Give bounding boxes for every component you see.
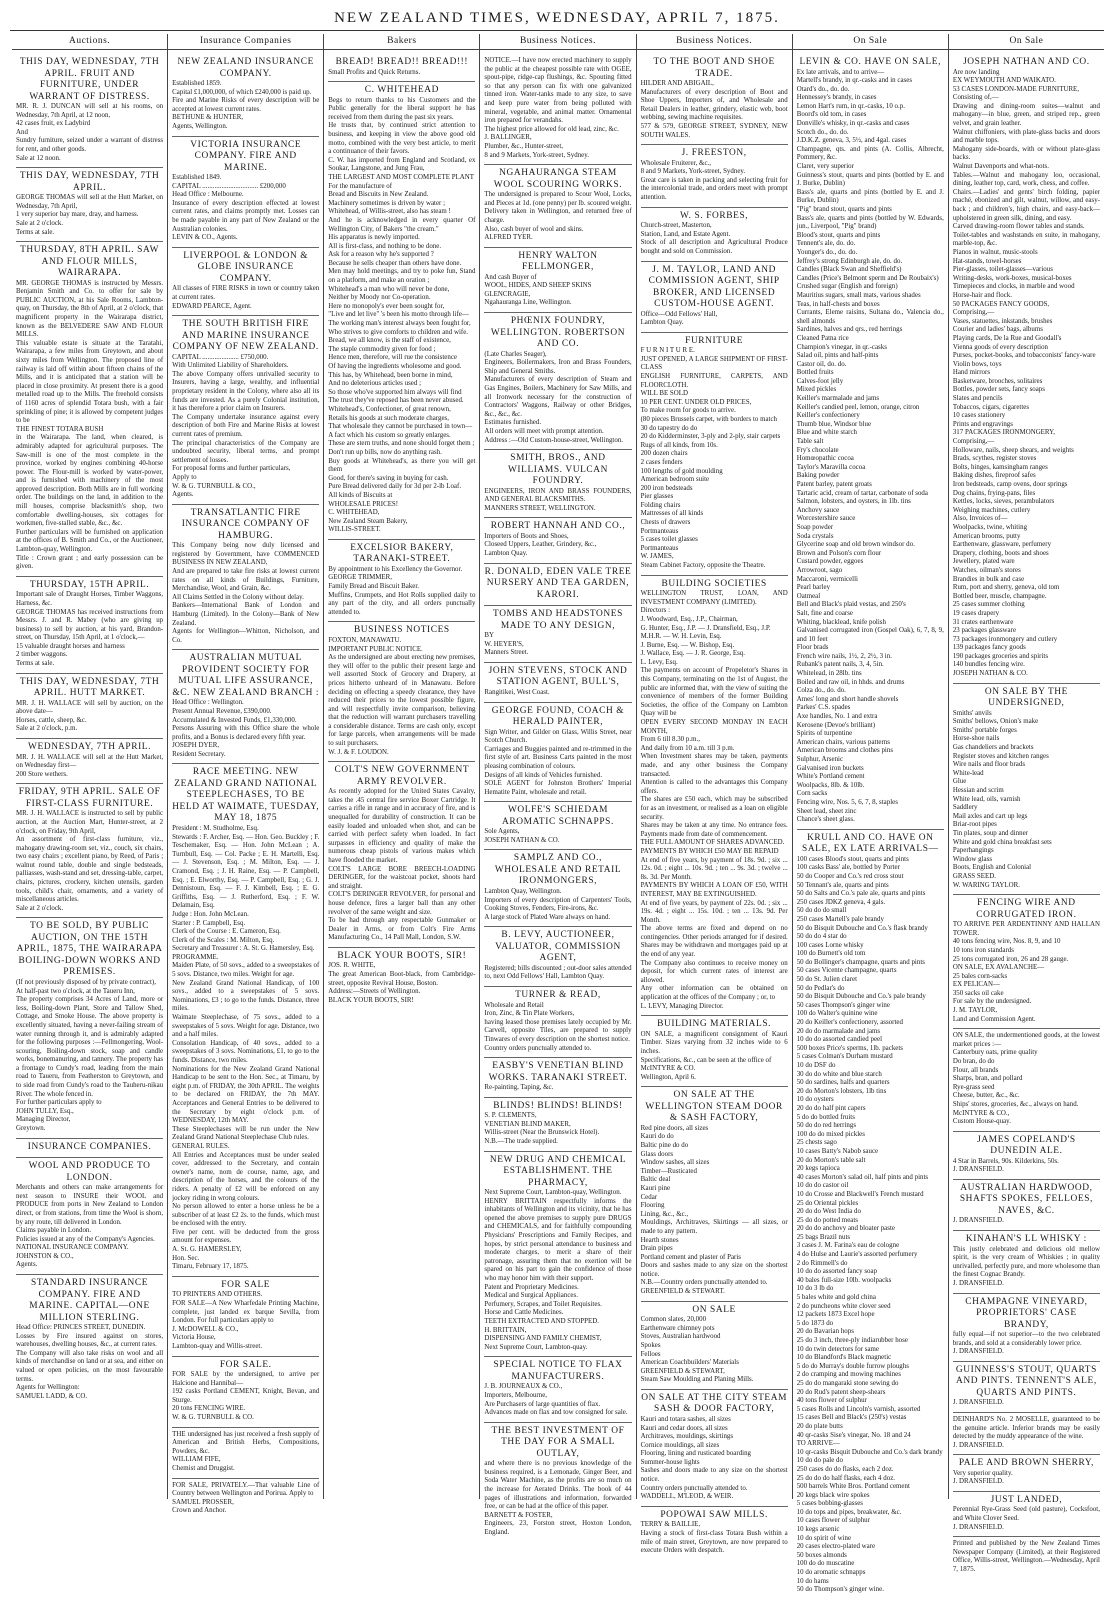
advertisement xyxy=(484,1357,631,1422)
ad-heading: SMITH, BROS., AND WILLIAMS. VULCAN FOUNDRY. xyxy=(507,453,609,487)
advertisement xyxy=(16,739,163,784)
advertisement xyxy=(484,450,631,518)
ad-heading: GEORGE FOUND, COACH & HERALD PAINTER, xyxy=(491,705,625,728)
advertisement xyxy=(641,333,788,576)
ad-body: 4 Star in Barrels, 90s. Kilderkins, 50s. J. DRANSFIELD. xyxy=(952,1157,1059,1174)
ad-heading: ON SALE BY THE UNDERSIGNED, xyxy=(984,686,1068,709)
advertisement xyxy=(953,1180,1100,1231)
ad-body: MR. J. H. WALLACE is instructed to sell by public auction, at the Auction Mart, Hunter-street, at 2 o'clock, on Friday, 9th April, An assortment of first-class furniture, viz., mahogany drawing-room set, viz., couch, six chairs, two easy chairs ; excellent piano, by Reed, of Paris ; walnut round table, double and single bedsteads, palliasses, wash-stand and set, dressing-table, carpet, chairs, pictures, crockery, kitchen utensils, garden tools, child's chair, ornaments, and a variety of miscellaneous articles. Sale at 2 o'clock. xyxy=(16,810,164,912)
ad-body: Re-painting, Taping, &c. xyxy=(484,1084,554,1092)
advertisement xyxy=(797,54,944,830)
ad-heading: WOOL AND PRODUCE TO LONDON. xyxy=(28,1161,151,1183)
column-6 xyxy=(793,34,949,1594)
ad-heading: LEVIN & CO. HAVE ON SALE, xyxy=(799,57,942,67)
ad-body: CAPITAL ..................... £750,000. With Unlimited Liability of Shareholders. The above Company offers unrivalled security to Insurers, having a large, wealthy, and influential proprietary resident in the Colony, where also all its funds are invested. As a purely Colonial institution, it has therefore a prior claim on Insurers. The Company undertake insurance against every description of both Fire and Marine Risks at lowest current rates of premium. The principal characteristics of the Company are undoubted security, liberal terms, and prompt settlement of losses. For proposal forms and further particulars, Apply to W. & G. TURNBULL & CO., Agents. xyxy=(172,353,320,499)
ad-body: All classes of FIRE RISKS in town or country taken at current rates. EDWARD PEARCE, Agent. xyxy=(172,285,320,310)
ad-body: JOS. R. WHITE, The great American Boot-black, from Cambridge-street, opposite Revival House, Boston. Address:—Streets of Wellington. BLACK YOUR BOOTS, SIR! xyxy=(328,962,476,1004)
ad-heading: SAMPLZ AND CO., WHOLESALE AND RETAIL IRONMONGERS, xyxy=(494,853,622,887)
ad-body: As recently adopted for the United States Cavalry, takes the .45 central fire service Boxer Cartridge. It carries a rifle in range and in accuracy of fire, and is unequalled for durability of construction. It can be easily loaded and unloaded when shot, and can be carried with perfect safety when loaded. In fact surpasses in efficiency and quality of make the numerous cheap pistols of various makes which have flooded the market. COLT'S LARGE BORE BREECH-LOADING DERINGER, for the waistcoat pocket, shoots hard and straight. COLT'S DERINGER REVOLVER, for personal and house defence, fires a larger ball than any other revolver of the same weight and size. To be had through any respectable Gunmaker or Dealer in Arms, or from Colt's Fire Arms Manufacturing Co., 14 Pall Mall, London, S.W. xyxy=(328,788,476,942)
ad-body: S. P. CLEMENTS, VENETIAN BLIND MAKER, Willis-street (Near the Brunswick Hotel). N.B.—The trade supplied. xyxy=(484,1112,600,1145)
ad-heading: TO THE BOOT AND SHOE TRADE. xyxy=(653,57,775,79)
ad-body: Church-street, Masterton, Station, Land, and Estate Agent. Stock of all description and Agricultural Produce bought and sold on Commission. xyxy=(640,222,788,255)
ad-body: FOXTON, MANAWATU. IMPORTANT PUBLIC NOTICE. As the undersigned are about erecting new premises, they will offer to the public their present large and well assorted Stock of Grocery and Drapery, at prices hitherto unheard of in Manawatu. Before deciding on effecting a speedy clearance, they have reduced their prices to the lowest possible figure, and will respectfully invite comparison, believing that the reduction will warrant purchasers travelling a considerable distance. Terms are cash only, except for large parcels, when arrangements will be made to suit purchasers. W. J. & F. LOUDON. xyxy=(328,636,476,756)
advertisement xyxy=(641,145,788,207)
ad-body: Are now landing EX WEYMOUTH AND WAIKATO. 53 CASES LONDON-MADE FURNITURE, Consisting of,— Drawing and dining-room suites—walnut and mahogany—in blue, green, and striped rep., green velvet, and grain leather. Walnut chiffoniers, with plate-glass backs and doors and marble tops. Mahogany side-boards, with or without plate-glass backs. Walnut Davenports and what-nots. Tables.—Walnut and mahogany loo, occasional, dining, leather top, card, work, chess, and coffee. Chairs.—Ladies' and gents' birch folding, papier maché, ebonized and gilt, walnut, willow, and easy-back ; and children's, high chairs, and easy-back—upholstered in green silk, dining, and easy. Carved drawing-room flower tables and stands. Toilet-tables and washstands en suite, in mahogany, marble-top, &c. Pianos in walnut, music-stools Hat-stands, towel-horses Pier-glasses, toilet-glasses—various Writing-desks, work-boxes, musical-boxes Timepieces and clocks, in marble and wood Horse-hair and flock. 50 PACKAGES FANCY GOODS, Comprising,— Vases, statuettes, inkstands, brushes Courier and ladies' bags, albums Playing cards, De la Rue and Goodall's Vienna goods of every description Purses, pocket-books, and tobacconists' fancy-ware Violin bows, toys Hand mirrors Basketware, brooches, solitaires Bottles, powder sets, fancy soaps Slates and pencils Tobaccos, cigars, cigarettes 10 cases stationery Prints and engravings 317 PACKAGES IRONMONGERY, Comprising,— Holloware, nails, sheep shears, and weights Brads, scythes, register stoves Bolts, hinges, kamsingham ranges Baking dishes, fireproof safes Iron bedsteads, camp ovens, door springs Dog chains, frying-pans, files Kettles, locks, sieves, perambulators Weighing machines, cutlery Also, Invoices of— Woolpacks, twine, whiting American brooms, putty Earthenware, glassware, perfumery Drapery, clothing, boots and shoes Jewellery, plated ware Watches, oilman's stores Brandies in bulk and case Rum, port and sherry, geneva, old tom Bottled beer, muscle, champagne. 25 cases summer clothing 19 cases drapery 31 crates earthenware 23 packages glassware 73 packages ironmongery and cutlery 139 packages fancy goods 190 packages groceries and spirits 140 bundles fencing wire. JOSEPH NATHAN & CO. xyxy=(952,68,1100,678)
advertisement xyxy=(172,248,319,316)
ad-body: F U R N I T U R E. JUST OPENED, A LARGE SHIPMENT OF FIRST-CLASS ENGLISH FURNITURE, CARPETS, AND FLOORCLOTH. WILL BE SOLD 10 PER CENT. UNDER OLD PRICES, To make room for goods to arrive. (80 pieces Brussels carpet, with borders to match 30 do tapestry do do 20 do Kidderminster, 3-ply and 2-ply, stair carpets Rugs of all kinds, from 10s. 200 dozen chairs 2 cases fenders 100 lengths of gold moulding American bedroom suite 200 iron bedsteads Pier glasses Folding chairs Mattresses of all kinds Chests of drawers Portmanteaus 5 cases toilet glasses Portmanteaus W. JAMES, Steam Cabinet Factory, opposite the Theatre. xyxy=(640,347,788,570)
advertisement xyxy=(172,1357,319,1428)
ad-body: Head Office : Wellington. Present Annual Revenue, £390,000. Accumulated & Invested Funds, £1,330,000. Persons Assuring with this Office share the whole profits, and a Bonus is declared every fifth year. JOSEPH DYER, Resident Secretary. xyxy=(172,699,320,758)
advertisement xyxy=(172,764,319,1276)
advertisement xyxy=(484,606,631,663)
ad-heading: ROBERT HANNAH AND CO., xyxy=(490,521,626,532)
ad-body: Very superior quality. J. DRANSFIELD. xyxy=(952,1469,1013,1486)
ad-heading: BLINDS! BLINDS! BLINDS! xyxy=(493,1100,623,1111)
advertisement xyxy=(16,1275,163,1405)
advertisement xyxy=(484,313,631,450)
ad-body: The undersigned is prepared to Scour Wool, Locks, and Pieces at 1d. (one penny) per lb. scoured weight. Delivery taken in Wellington, and returned free of charge. Also, cash buyer of wool and skins. ALFRED TYER. xyxy=(484,191,632,242)
column-heading: Business Notices. xyxy=(637,34,792,50)
advertisement xyxy=(484,850,631,927)
advertisement xyxy=(16,242,163,577)
advertisement xyxy=(484,663,631,703)
ad-heading: THIS DAY, WEDNESDAY, 7TH APRIL. HUTT MARKET. xyxy=(19,676,160,699)
ad-heading: SPECIAL NOTICE TO FLAX MANUFACTURERS. xyxy=(493,1360,623,1382)
ad-body: This Company being now duly licensed and registered by Government, have COMMENCED BUSINESS IN NEW ZEALAND, And are prepared to take fire risks at lowest current rates on all kinds of Buildings, Furniture, Merchandise, Wool, and Grain, &c. All Claims Settled in the Colony without delay. Bankers—International Bank of London and Hamburg (Limited). In the Colony—Bank of New Zealand. Agents for Wellington—Whitton, Nicholson, and Co. xyxy=(172,542,320,644)
column-4 xyxy=(480,34,636,1536)
advertisement xyxy=(328,82,475,540)
ad-heading: TRANSATLANTIC FIRE INSURANCE COMPANY OF HAMBURG. xyxy=(181,507,310,541)
ad-body: ENGINEERS, IRON AND BRASS FOUNDERS, AND GENERAL BLACKSMITHS. MANNERS STREET, WELLINGTON. xyxy=(484,487,632,512)
ad-heading: J. FREESTON, xyxy=(681,148,747,159)
advertisement xyxy=(641,1507,788,1560)
advertisement xyxy=(484,703,631,803)
ad-heading: J. M. TAYLOR, LAND AND COMMISSION AGENT, SHIP BROKER, AND LICENSED CUSTOM-HOUSE AGENT. xyxy=(648,264,780,309)
advertisement xyxy=(641,1016,788,1087)
masthead-title: NEW ZEALAND TIMES, WEDNESDAY, APRIL 7, 1875. xyxy=(334,10,780,26)
ad-body: Merchants and others can make arrangements for next season to INSURE their WOOL and PRODUCE from ports in New Zealand to London direct, or from stations, from time the Wool is shorn, by any route, till delivered in London. Claims payable in London. Policies issued at any of the Company's Agencies. NATIONAL INSURANCE COMPANY. JOHNSTON & CO., Agents. xyxy=(16,1184,164,1269)
ad-body: Printed and published by the New Zealand Times Newspaper Company (Limited), at their Registered Office, Willis-street, Wellington.—Wednesday, April 7, 1875. xyxy=(952,1540,1100,1574)
ad-body: Sole Agents, JOSEPH NATHAN & CO. xyxy=(484,828,560,844)
ad-heading: C. WHITEHEAD xyxy=(364,85,439,96)
ad-heading: ON SALE AT THE WELLINGTON STEAM DOOR & SASH FACTORY, xyxy=(645,1090,783,1124)
advertisement xyxy=(328,540,475,623)
ad-body: Wholesale and Retail Iron, Zinc, & Tin Plate Workers, having leased those premises lately occupied by Mr. Carvell, opposite Tiles, are prepared to supply Tinwares of every description on the shortest notice. Country orders punctually attended to. xyxy=(484,1001,632,1052)
column-1 xyxy=(12,34,168,1499)
ad-heading: FENCING WIRE AND CORRUGATED IRON. xyxy=(976,898,1077,920)
ad-body: President : M. Studholme, Esq. Stewards : F. Archer, Esq. — Hon. Geo. Buckley ; F. Teschemaker, Esq. — Hon. John McLean ; A. Turnbull, Esq. — Col. Packe ; E. H. Martelli, Esq. — J. Stevenson, Esq. ; M. Milton, Esq. — J. Cramond, Esq. ; J. H. Raine, Esq. — P. Campbell, Esq. ; E. Elworthy, Esq. — P. Campbell, Esq. ; G. J. Dennistoun, Esq. — F. J. Kimbell, Esq. ; E. G. Griffiths, Esq. — J. Rutherford, Esq. ; F. W. Delamain, Esq. Judge : Hon. John McLean. Starter : P. Campbell, Esq. Clerk of the Course : E. Cameron, Esq. Clerk of the Scales : M. Milton, Esq. Secretary and Treasurer : A. St. G. Hamersley, Esq. PROGRAMME. Maiden Plate, of 50 sovs., added to a sweepstakes of 5 sovs. Distance, two miles. Weight for age. New Zealand Grand National Handicap, of 100 sovs., added to a sweepstakes of 5 sovs. Nominations, £3 ; to go to the funds. Distance, three miles. Waimate Steeplechase, of 75 sovs., added to a sweepstakes of 5 sovs. Weight for age. Distance, two and a half miles. Consolation Handicap, of 40 sovs., added to a sweepstakes of 3 sovs. Nominations, £1, to go to the funds. Distance, two miles. Nominations for the New Zealand Grand National Handicap to be sent to the Hon. Sec., at Timaru, by eight p.m. of FRIDAY, the 30th APRIL. The weights to be declared on FRIDAY, the 7th MAY. Acceptances and General Entries to be delivered to the Secretary by eight o'clock p.m. of WEDNESDAY, 12th MAY. These Steeplechases will be run under the New Zealand Grand National Steeplechase Club rules. GENERAL RULES. All Entries and Acceptances must be under sealed cover, addressed to the Secretary, and contain owner's name, nom de course, name, age, and description of the horses, and the colours of the riders. A penalty of £2 will be enforced on any jockey riding in wrong colours. No person allowed to enter a horse unless he be a subscriber of at least £2 2s. to the funds, which must be enclosed with the entry. Five per cent. will be deducted from the gross amount for expenses. A. St. G. HAMERSLEY, Hon. Sec. Timaru, February 17, 1875. xyxy=(172,824,320,1271)
ad-heading: RACE MEETING. NEW ZEALAND GRAND NATIONAL STEEPLECHASES, TO BE HELD AT WAIMATE, TUESDAY, MAY 18, 1875 xyxy=(172,767,320,824)
ad-body: Ex late arrivals, and to arrive— Martell's brandy, in qr.-casks and in cases Otard's do., do. do. Hennessey's brandy, in cases Lemon Hart's rum, in qr.-casks, 10 o.p. Boord's old tom, in cases Donville's whisky, in qr.-casks and cases Scotch do., do. do. J.D.K.Z. geneva, 3, 5½, and 4gal. cases Champagne, qts. and pints (A. Collis, Albrecht, Pommery, &c. Claret, very superior Guinness's stout, quarts and pints (bottled by E. and J. Burke, Dublin) Bass's ale, quarts and pints (bottled by E. and J. Burke, Dublin) "Pig" brand stout, quarts and pints Bass's ale, quarts and pints (bottled by W. Edwards, jun., Liverpool, "Pig" brand) Blood's stout, quarts and pints Tennent's ale, do. do. Younger's do., do. do. Jeffrey's strong Edinburgh ale, do. do. Candles (Black Swan and Sheffield's) Candles (Price's Belmont sperm and De Roubaix's) Crushed sugar (English and foreign) Mauritius sugars, small mats, various shades Teas, in half-chests and boxes Currants, Eleme raisins, Sultana do., Valencia do., shell almonds Sardines, halves and qrs., red herrings Cleaned Patna rice Champion's vinegar, in qr.-casks Salad oil, pints and half-pints Castor oil, do. do. Bottled fruits Calves-foot jelly Mixed pickles Keiller's marmalade and jams Keiller's candied peel, lemon, orange, citron Keiller's confectionery Thumb blue, Windsor blue Blue and white starch Table salt Fry's chocolate Homœopathic cocoa Taylor's Maravilla cocoa Baking powder Patent barley, patent groats Tartaric acid, cream of tartar, carbonate of soda Salmon, lobsters, and oysters, in 1lb. tins Anchovy sauce Worcestershire sauce Soap powder Soda crystals Glycerine soap and old brown windsor do. Brown and Polson's corn flour Custard powder, eggoes Arrowroot, sago Maccaroni, vermicelli Pearl barley Oatmeal Bell and Black's plaid vestas, and 250's Salt, fine and coarse Whiting, blacklead, knife polish Galvanised corrugated iron (Gospel Oak), 6, 7, 8, 9, and 10 feet Floor brads French wire nails, 1½, 2, 2½, 3 in. Rubank's patent nails, 3, 4, 5in. Whitelead, in 28lb. tins Boiled and raw oil, in hhds. and drums Colza do., do. do. Ames' long and short handle shovels Parkes' C.S. spades Axe handles, No. 1 and extra Kerosene (Devoe's brilliant) Spirits of turpentine American chairs, various patterns American brooms and clothes pins Sulphur, Arsenic Galvanised iron buckets White's Portland cement Woolpacks, 8lb. & 10lb. Corn sacks Fencing wire, Nos. 5, 6, 7, 8, staples Sheet lead, sheet zinc Chance's sheet glass. xyxy=(796,68,944,824)
advertisement xyxy=(641,54,788,145)
ad-body: THE undersigned has just received a fresh supply of American and British Herbs, Compositions, Powders, &c. WILLIAM FIFE, Chemist and Druggist. xyxy=(172,1430,320,1472)
ad-heading: POPOWAI SAW MILLS. xyxy=(660,1509,768,1520)
advertisement xyxy=(953,1413,1100,1455)
ad-heading: NEW DRUG AND CHEMICAL ESTABLISHMENT. THE PHARMACY, xyxy=(489,1154,627,1188)
ad-heading: BREAD! BREAD!! BREAD!!! xyxy=(335,57,469,67)
ad-heading: CHAMPAGNE VINEYARD, PROPRIETORS' CASE BRANDY, xyxy=(965,1296,1088,1330)
advertisement xyxy=(328,948,475,1009)
advertisement xyxy=(484,248,631,313)
column-heading: On Sale xyxy=(949,34,1104,50)
ad-body: Registered; bills discounted ; out-door sales attended to, next Odd Fellows' Hall, Lambton Quay. xyxy=(484,964,632,981)
advertisement xyxy=(484,165,631,248)
ad-body: Important sale of Draught Horses, Timber Waggons, Harness, &c. GEORGE THOMAS has received instructions from Messrs. J. and R. Mabey (who are giving up business) to sell by auction, at his yard, Brandon-street, on Thursday, 15th April, at 1 o'clock,— 15 valuable draught horses and harness 2 timber waggons. Terms at sale. xyxy=(16,591,164,668)
advertisement xyxy=(953,1029,1100,1132)
advertisement xyxy=(641,208,788,262)
advertisement xyxy=(16,577,163,674)
advertisement xyxy=(641,1390,788,1507)
ad-heading: HENRY WALTON FELLMONGER, xyxy=(518,250,598,273)
ad-heading: THE BEST INVESTMENT OF THE DAY FOR A SMALL OUTLAY, xyxy=(491,1425,625,1459)
advertisement xyxy=(641,262,788,333)
ad-heading: STANDARD INSURANCE COMPANY. FIRE AND MARINE. CAPITAL—ONE MILLION STERLING. xyxy=(29,1278,150,1323)
ad-heading: THURSDAY, 15TH APRIL. xyxy=(29,579,150,590)
advertisement xyxy=(641,576,788,1017)
advertisement xyxy=(328,622,475,762)
ad-body: J. DRANSFIELD. xyxy=(952,1217,1004,1225)
ad-body: Sign Writer, and Gilder on Glass, Willis Street, near Scotch Church. Carriages and Buggies painted and re-trimmed in the first style of art. Business Carts painted in the most pleasing combination of colours. Designs of all kinds of Vehicles furnished. SOLE AGENT for Johnston Brothers' Imperial Hematite Paint, wholesale and retail. xyxy=(484,728,632,796)
ad-heading: PALE AND BROWN SHERRY, xyxy=(958,1458,1094,1469)
advertisement xyxy=(953,1362,1100,1413)
advertisement xyxy=(953,684,1100,895)
ad-body: TERRY & BAILLIE, Having a stock of first-class Totara Bush within a mile of main street, Greytown, are now prepared to execute Orders with despatch. xyxy=(640,1521,788,1555)
column-heading: Bakers xyxy=(324,34,479,50)
ad-body: (Late Charles Seager), Engineers, Boilermakers, Iron and Brass Founders, Ship and General Smiths. Manufacturers of every description of Steam and Gas Engines, Boilers, Machinery for Saw Mills, and all Ironwork necessary for the construction of Contractors' Waggons, Railway or other Bridges, &c., &c., &c. Estimates furnished. All orders will meet with prompt attention. Address :—Old Custom-house-street, Wellington. xyxy=(484,350,632,444)
ad-heading: BUILDING SOCIETIES xyxy=(661,578,767,589)
ad-heading: AUSTRALIAN HARDWOOD, SHAFTS SPOKES, FELLOES, NAVES, &C. xyxy=(959,1182,1093,1216)
ad-body: By appointment to his Excellency the Governor. GEORGE TRIMMER, Family Bread and Biscuit Baker. Muffins, Crumpets, and Hot Rolls supplied daily to any part of the city, and all orders punctually attended to. xyxy=(328,565,476,616)
advertisement xyxy=(953,895,1100,1029)
ad-body: FOR SALE, PRIVATELY.—That valuable Line of Country between Wellington and Porirua. Apply to SAMUEL PROSSER, Crown and Anchor. xyxy=(172,1481,320,1515)
ad-heading: FURNITURE xyxy=(685,335,744,346)
advertisement xyxy=(172,1277,319,1357)
ad-heading: THURSDAY, 8TH APRIL. SAW AND FLOUR MILLS, WAIRARAPA. xyxy=(20,245,160,279)
advertisement xyxy=(16,784,163,918)
ad-body: BY W. HEYER'S, Manners Street. xyxy=(484,632,529,657)
ad-heading: THIS DAY, WEDNESDAY, 7TH APRIL. FRUIT AND FURNITURE, UNDER WARRANT OF DISTRESS. xyxy=(19,57,160,102)
ad-body: fully equal—if not superior—to the two celebrated brands, and sold at a considerably lower price. J. DRANSFIELD. xyxy=(952,1331,1100,1356)
ad-heading: EASBY'S VENETIAN BLIND WORKS. TARANAKI STREET. xyxy=(488,1061,628,1083)
ad-body: 100 cases Blood's stout, quarts and pints 100 casks Bass' ale, bottled by Porter 50 do Cooper and Co.'s red cross stout 50 Tennant's ale, quarts and pints 50 do Salts and Co.'s pale ale, quarts and pints 250 cases JDKZ geneva, 4 gals. 50 do do do small 250 cases Martell's pale brandy 50 do Bisquit Dubouche and Co.'s flask brandy 50 do do 4 star do 100 cases Lorne whisky 100 do Burnett's old tom 50 do Bollinger's champagne, quarts and pints 50 cases Vicente champagne, quarts 50 do St. Julien claret 50 do Pedlar's do 50 do Bisquit Dubouche and Co.'s pale brandy 50 cases Thompson's ginger wine 100 do Walter's quinine wine 20 do Keiller's confectionery, assorted 20 do do marmalade and jams 10 do do assorted candied peel 500 boxes Price's sperms, 1lb. packets 5 cases Colman's Durham mustard 10 do DSF do 30 do do white and blue starch 50 do sardines, halfs and quarters 20 do Morton's lobsters, 1lb tins 10 do oysters 20 do do half pint capers 5 do do bottled fruits 50 do do red herrings 100 do do mixed pickles 25 chests sago 10 cases Batty's Nabob sauce 20 do Morton's table salt 20 kegs tapioca 40 cases Morton's salad oil, half pints and pints 10 do do castor oil 10 do Crosse and Blackwell's French mustard 25 do Oriental pickles 20 do do West India do 25 do do potted meats 20 do do anchovy and bloater paste 25 bags Brazil nuts 3 cases J. M. Farina's eau de cologne 4 do Hulse and Laurie's assorted perfumery 2 do Rimmell's do 10 do do assorted fancy soap 40 bales full-size 10lb. woolpacks 10 do 3 lb do 5 bales white and gold china 2 do puncheons white clover seed 12 packets 1873 Excel hope 5 do 1873 do 20 do Bavarian hops 25 do 3 inch, three-ply indiarubber hose 10 do twin detectors for same 10 do Blandford's Black magnetic 5 do do Murray's double furrow ploughs 2 do cramping and mowing machines 25 do do mangaraki stone sewing do 20 do Rud's patent sheep-shears 40 tons flower of sulphur 5 cases Rolls and Lincoln's varnish, assorted 15 cases Bell and Black's (250's) vestas 20 do plate butts 40 qr-casks Sise's vinegar, No. 18 and 24 TO ARRIVE— 10 qr-casks Bisquit Dubouche and Co.'s dark brandy 10 do do pale do 250 cases do do flasks, each 2 doz. 25 do do do half flasks, each 4 doz. 500 barrels White Bros. Portland cement 20 kegs black wire spokes 5 cases bobbing-glasses 10 do tops and pipes, breakwater, &c. 10 cases flower of sulphur 10 kegs arsenic 10 do spirit of wine 20 cases electro-plated ware 50 boxes almonds 100 do do muscatine 10 do aromatic schnapps 10 do hams 50 do Thompson's ginger wine. xyxy=(796,855,943,1594)
ad-heading: JUST LANDED, xyxy=(990,1494,1063,1505)
ad-body: Next Supreme Court, Lambton-quay, Wellington. HENRY BRITTAIN respectfully informs the inhabitants of Wellington and its vicinity, that he has opened the above premises to supply pure DRUGS and CHEMICALS, and for faithfully compounding Physicians' Prescriptions and Family Recipes, and hopes, by strict personal attendance to business and moderate charges, to merit a share of their patronage, assuring them that no exertion will be spared on his part to gain the confidence of those who may honor him with their support. Patent and Proprietary Medicines. Medical and Surgical Appliances. Perfumery, Scrapes, and Toilet Requisites. Horse and Cattle Medicines. TEETH EXTRACTED AND STOPPED. H. BRITTAIN, DISPENSING AND FAMILY CHEMIST, Next Supreme Court, Lambton-quay. xyxy=(484,1189,632,1351)
advertisement xyxy=(797,830,944,1599)
advertisement xyxy=(953,1231,1100,1293)
ad-body: FOR SALE by the undersigned, to arrive per Halcione and Hannibal— 192 casks Portland CEMENT, Knight, Bevan, and Sturge. 20 tons FENCING WIRE. W. & G. TURNBULL & CO. xyxy=(172,1371,320,1421)
ad-body: MR. R. J. DUNCAN will sell at his rooms, on Wednesday, 7th April, at 12 noon, 42 cases fruit, ex Ladybird And Sundry furniture, seized under a warrant of distress for rent, and other goods. Sale at 12 noon. xyxy=(16,103,164,162)
ad-body: MR. GEORGE THOMAS is instructed by Messrs. Benjamin Smith and Co. to offer for sale by PUBLIC AUCTION, at his Sale Rooms, Lambton-quay, on Thursday, the 8th of April, at 2 o'clock, that magnificent property in the Wairarapa district, known as the BELVEDERE SAW AND FLOUR MILLS. This valuable estate is situate at the Taratahi, Wairarapa, a few miles from Greytown, and about sixty miles from Wellington. The proposed line of railway is laid off within about fifteen chains of the Mills, and it is anticipated that a station will be placed in close proximity. At present there is a good metalled road up to the Mills. The freehold consists of 1160 acres of splendid Totara bush, with a fair sprinkling of pine; it is allowed by competent judges to be THE FINEST TOTARA BUSH in the Wairarapa. The land, when cleared, is admirably adapted for agricultural purposes. The Saw-mill is one of the most complete in the province, worked by engines combining 40-horse power. The Flour-mill is worked by water-power, and is furnished with machinery of the most approved description. Both Mills are in full working order. The buildings on the land, in addition to the mill houses, comprise blacksmith's shop, two comfortable dwelling-houses, six cottages for workmen, five-stalled stable, &c., &c. Further particulars will be furnished on application at the offices of B. Smith and Co., or the Auctioneer, Lambton-quay, Wellington. Title : Crown grant ; and early possession can be given. xyxy=(16,279,164,571)
ad-body: Established 1849. CAPITAL ................................ £200,000 Head Office : Melbourne. Insurance of every description effected at lowest current rates, and claims promptly met. Losses can be made payable in any part of New Zealand or the Australian colonies. LEVIN & CO., Agents. xyxy=(172,174,320,242)
ad-heading: WOLFE'S SCHIEDAM AROMATIC SCHNAPPS. xyxy=(502,805,614,827)
ad-heading: BLACK YOUR BOOTS, SIR! xyxy=(337,950,467,961)
column-5 xyxy=(637,34,793,1555)
advertisement xyxy=(484,802,631,850)
ad-heading: KINAHAN'S LL WHISKY : xyxy=(965,1234,1087,1245)
ad-body: And cash Buyer of WOOL, HIDES, AND SHEEP SKINS GLENCRAGIE, Ngahauranga Line, Wellington. xyxy=(484,273,592,307)
ad-body: (If not previously disposed of by private contract), At half-past two o'clock, at the Taueru Inn, The property comprises 34 Acres of Land, more or less, Boiling-down Plant, Store and Tallow Shed, Cottage, and Smoke House. The above property is excellently situated, having a never-failing stream of water running through it, and is admirably adapted for the following purposes :—Fellmongering, Wool-scouring, Boiling-down stock, soap and candle works, bonemanuring, and tannery. The property has a frontage to Cundy's road, leading from the main road to Taueru, from Featherston to Greytown, and to side road from Cundy's road to the Tauheru-nikau River. The whole fenced in. For further particulars apply to JOHN TULLY, Esq., Managing Director, Greytown. xyxy=(16,978,164,1133)
advertisement xyxy=(172,137,319,248)
ad-body: Small Profits and Quick Returns. xyxy=(328,68,421,76)
column-heading: Insurance Companies xyxy=(168,34,323,50)
advertisement xyxy=(16,918,163,1138)
advertisement xyxy=(953,1455,1100,1492)
ad-heading: ON SALE xyxy=(692,1304,736,1315)
ad-heading: R. DONALD, EDEN VALE TREE NURSERY AND TEA GARDEN, KARORI. xyxy=(484,566,632,600)
ad-heading: NGAHAURANGA STEAM WOOL SCOURING WORKS. xyxy=(493,168,623,190)
advertisement xyxy=(16,168,163,242)
ad-heading: B. LEVY, AUCTIONEER, VALUATOR, COMMISSION AGENT, xyxy=(495,930,621,964)
ad-body: ON SALE, the undermentioned goods, at the lowest market prices :— Canterbury oats, prime quality Do bran, do do Flour, all brands Sharps, bran, and pollard Rye-grass seed Cheese, butter, &c., &c. Ships' stores, groceries, &c., always on hand. McINTYRE & CO., Custom House-quay. xyxy=(952,1032,1100,1126)
ad-body: Head Office: PRINCES STREET, DUNEDIN. Losses by Fire insured against on stores, warehouses, dwelling houses, &c., at current rates. The Company will also take risks on wool and all kinds of merchandise on land or at sea, and either on valued or open policies, on the most favourable terms. Agents for Wellington: SAMUEL LADD, & CO. xyxy=(16,1324,164,1400)
ad-heading: JAMES COPELAND'S DUNEDIN ALE. xyxy=(977,1134,1076,1157)
ad-body: Smiths' anvils Smiths' bellows, Onion's make Smiths' portable forges Horse-shoe nails Gas chandeliers and brackets Register stoves and kitchen ranges Wire nails and floor brads White-lead Glue Hessian and scrim White lead, oils, varnish Saddlery Mail axles and cart up legs Briar-root pipes Tin plates, soup and dinner White and gold china breakfast sets Paperhangings Window glass Boots, English and Colonial GRASS SEED. W. WARING TAYLOR. xyxy=(952,709,1052,889)
ad-body: Common slates, 20,000 Earthenware chimney pots Stoves, Australian hardwood Spokes Felloes American Coachbuilders' Materials GREENFIELD & STEWART, Steam Saw Moulding and Planing Mills. xyxy=(640,1316,754,1384)
ad-body: WELLINGTON TRUST, LOAN, AND INVESTMENT COMPANY (LIMITED). Directors : J. Woodward, Esq., J.P., Chairman, G. Hunter, Esq., J.P. — J. Dransfield, Esq., J.P. M.H.R. — W. H. Levin, Esq. J. Burne, Esq. — W. Bishop, Esq. J. Wallace, Esq. — J. R. George, Esq. L. Levy, Esq. The payments on account of Propeletor's Shares in this Company, terminating on the 1st of August, the public are informed that, with the view of suiting the convenience of members of the former Building Societies, the office of the Company on Lambton Quay will be OPEN EVERY SECOND MONDAY IN EACH MONTH, From 6 till 8.30 p.m., And daily from 10 a.m. till 3 p.m. When Investment shares may be taken, payments made, and any other business the Company transacted. Attention is called to the advantages this Company offers. The shares are £50 each, which may be subscribed for as an investment, or realised as a loan on eligible security. Shares may be taken at any time. No entrance fees. Payments made from date of commencement. THE FULL AMOUNT OF SHARES ADVANCED. PAYMENTS BY WHICH £50 MAY BE REPAID At end of five years, by payment of 18s. 9d. ; six ... 12s. 0d. ; eight ... 10s. 9d. ; ten ... 9s. 3d. ; twelve ... 8s. 3d. Per Month. PAYMENTS BY WHICH A LOAN OF £50, WITH INTEREST, MAY BE EXTINGUISHED. At end of five years, by payment of 22s. 0d. ; six ... 19s. 4d. ; eight ... 15s. 10d. ; ten ... 13s. 9d. Per Month. The above terms are fixed and depend on no contingencies. Other periods arranged for if desired. Shares may be withdrawn and mortgages paid up at the end of any year. The Company also continues to receive money on deposit, for which current rates of interest are allowed. Any other information can be obtained on application at the offices of the Company ; or, to L. LEVY, Managing Director. xyxy=(640,590,788,1010)
ad-heading: FOR SALE. xyxy=(219,1359,272,1370)
ad-heading: BUILDING MATERIALS. xyxy=(657,1019,772,1030)
ad-body: J. B. JOURNEAUX & CO., Importers, Melbourne, Are Purchasers of large quantities of flax. Advances made on flax and tow consigned for sale. xyxy=(484,1383,628,1417)
column-3 xyxy=(324,34,480,1499)
advertisement xyxy=(484,1423,631,1542)
ad-heading: JOHN STEVENS, STOCK AND STATION AGENT, BULL'S, xyxy=(488,665,628,688)
ad-heading: COLT'S NEW GOVERNMENT ARMY REVOLVER. xyxy=(334,765,470,787)
ad-body: Lambton Quay, Wellington. Importers of every description of Carpenters' Tools, Cooking Stoves, Fenders, Fire-irons, &c. A large stock of Plated Ware always on hand. xyxy=(484,887,632,921)
ad-heading: EXCELSIOR BAKERY, TARANAKI-STREET. xyxy=(350,542,454,565)
ad-body: Wholesale Fruiterer, &c., 8 and 9 Markets, York-street, Sydney. Great care is taken in packing and selecting fruit for the intercolonial trade, and orders meet with prompt attention. xyxy=(640,159,788,202)
advertisement xyxy=(172,1479,319,1520)
ad-heading: GUINNESS'S STOUT, QUARTS AND PINTS. TENNENT'S ALE, QUARTS AND PINTS. xyxy=(955,1364,1097,1398)
advertisement xyxy=(484,1152,631,1358)
advertisement xyxy=(328,762,475,948)
ad-heading: TO BE SOLD, BY PUBLIC AUCTION, ON THE 15TH APRIL, 1875, THE WAIRARAPA BOILING-DOWN WORKS AND PREMISES. xyxy=(16,921,163,978)
ad-body: Importers of Boots and Shoes, Closeed Uppers, Leather, Grindery, &c., Lambton Quay. xyxy=(484,532,597,558)
advertisement xyxy=(484,987,631,1058)
advertisement xyxy=(953,1294,1100,1362)
ad-heading: WEDNESDAY, 7TH APRIL. xyxy=(28,742,152,753)
ad-body: MR. J. H. WALLACE will sell at the Hutt Market, on Wednesday first— 200 Store wethers. xyxy=(16,753,164,778)
advertisement xyxy=(172,316,319,505)
column-heading: Business Notices. xyxy=(480,34,635,50)
column-7 xyxy=(949,34,1104,1574)
ad-body: Kauri and totara sashes, all sizes Kauri and cedar doors, all sizes Architraves, mouldings, skirtings Cornice mouldings, all sizes Flooring, lining and rusticated boarding Summer-house lights Sashes and doors made to any size on the shortest notice. Country orders punctually attended to. WADDELL, M'LEOD, & WEIR. xyxy=(640,1415,788,1501)
ad-heading: ON SALE AT THE CITY STEAM SASH & DOOR FACTORY, xyxy=(641,1392,788,1415)
ad-heading: KRULL AND CO. HAVE ON SALE, EX LATE ARRIVALS— xyxy=(802,832,939,855)
column-heading: On Sale xyxy=(793,34,948,50)
ad-body: Perennial Rye-Grass Seed (old pasture), Cocksfoot, and White Clover Seed. J. DRANSFIELD. xyxy=(952,1506,1100,1531)
ad-body: TO PRINTERS AND OTHERS. FOR SALE—A New Wharfedale Printing Machine, complete, just landed ex barque Sevilla, from London. For full particulars apply to J. McDOWELL & CO., Victoria House, Lambton-quay and Willis-street. xyxy=(172,1291,320,1350)
ad-body: TO ARRIVE PER ARDENTINNY AND HALLAN TOWER. 40 tons fencing wire, Nos. 8, 9, and 10 10 tons iron standards 25 tons corrugated iron, 26 and 28 gauge. ON SALE, EX AVALANCHE— 25 bales corn-sacks EX PELICAN— 350 sacks oil cake For sale by the undersigned. J. M. TAYLOR, Land and Commission Agent. xyxy=(952,921,1100,1023)
advertisement xyxy=(484,564,631,607)
ad-body: NOTICE.—I have now erected machinery to supply the public at the cheapest possible rate with OGEE, spout-pipe, ridge-cap flushings, &c. Spouting fitted so that any person can fix with one galvanized tinned iron. Water-tanks made to any size, to save and keep pure water from being polluted with mineral, vegetable, and animal matter. Ornamental iron prepared for verandahs. The highest price allowed for old lead, zinc, &c. J. BALLINGER, Plumber, &c., Hunter-street, 8 and 9 Markets, York-street, Sydney. xyxy=(484,57,632,159)
ad-heading: JOSEPH NATHAN AND CO. xyxy=(963,57,1090,67)
ad-heading: TURNER & READ, xyxy=(515,990,601,1001)
page-columns xyxy=(12,34,1104,1594)
ad-body: and where there is no previous knowledge of the business required, is a Lemonade, Ginger Beer, and Soda Water Machine, as the profits are so much on the increase for Aerated Drinks. The book of 44 pages of illustrations and information, forwarded free, or can be had at the office of this paper. BARNETT & FOSTER, Engineers, 23, Forston street, Hoxton London, England. xyxy=(484,1460,632,1536)
advertisement xyxy=(16,54,163,168)
ad-body: Begs to return thanks to his Customers and the Public generally for the liberal support he has received from them during the past six years. He trusts that, by continued strict attention to business, and keeping in view the above good old motto, combined with the very best article, to merit a continuance of their favors. C. W. has imported from England and Scotland, ex Soukar, Langstone, and Jung Frau, THE LARGEST AND MOST COMPLETE PLANT For the manufacture of Bread and Biscuits in New Zealand. Machinery sometimes is driven by water ; Whitehead, of Willis-street, also has steam ! And he is acknowledged in every quarter Of Wellington City, of Bakers "the cream." His apparatus is newly imported. All is first-class, and nothing to be done. Ask for a reason why he's supported ? Because he sells cheaper than others have done. Men may hold meetings, and try to poke fun, Stand on a platform, and make an oration ; Whitehead's a man who will never be done, Neither by Moody nor Co-operation. Here no monopoly's ever been sought for, "Live and let live" 's been his motto through life— The working man's interest always been fought for, Who strives to give comforts to children and wife. Bread, we all know, is the staff of existence, The staple commodity given for food ; Hence men, therefore, will rue the consistence Of having the ingredients wholesome and good. This has, by Whitehead, been borne in mind, And no deleterious articles used ; So those who've supported him always will find The trust they've reposed has been never abused. Whitehead's, Confectioner, of great renown, Retails his goods at such moderate charges, That wholesale they cannot be purchased in town— A fact which his custom so greatly enlarges. These are stern truths, and none should forget them ; Don't run up bills, now do anything rash. Buy goods at Whitehead's, as there you will get them Good, for there's saving in buying for cash. Pure Bread delivered daily for 3d per 2-lb Loaf. All kinds of Biscuits at WHOLESALE PRICES! C. WHITEHEAD, New Zealand Steam Bakery, WILLIS-STREET. xyxy=(328,96,476,534)
advertisement xyxy=(16,1158,163,1275)
ad-heading: W. S. FORBES, xyxy=(680,210,749,221)
ad-body: MR. J. H. WALLACE will sell by auction, on the above date— Horses, cattle, sheep, &c. Sale at 2 o'clock, p.m. xyxy=(16,699,164,733)
ad-heading: VICTORIA INSURANCE COMPANY. FIRE AND MARINE. xyxy=(190,139,302,173)
column-2 xyxy=(168,34,324,1515)
ad-body: DEINHARD'S No. 2 MOSELLE, guaranteed to be the genuine article. Inferior brands may be easily detected by the muddy appearance of the wine. J. DRANSFIELD. xyxy=(952,1415,1100,1449)
ad-body: Established 1859. Capital £1,000,000, of which £240,000 is paid up. Fire and Marine Risks of every description will be accepted at lowest current rates. BETHUNE & HUNTER, Agents, Wellington. xyxy=(172,80,320,130)
advertisement xyxy=(172,650,319,764)
ad-body: HILDER AND ABIGAIL, Manufacturers of every description of Boot and Shoe Uppers, Importers of, and Wholesale and Retail Dealers in leather, grindery, elastic web, boot webbing, sewing machine requisites. 577 & 579, GEORGE STREET, SYDNEY, NEW SOUTH WALES. xyxy=(640,80,788,139)
masthead-rule xyxy=(10,30,1104,31)
ad-heading: INSURANCE COMPANIES. xyxy=(27,1141,152,1152)
ad-heading: FOR SALE xyxy=(221,1279,271,1290)
ad-body: Office—Odd Fellows' Hall, Lambton Quay. xyxy=(640,310,718,327)
ad-heading: PHŒNIX FOUNDRY, WELLINGTON. ROBERTSON AND CO. xyxy=(490,316,626,350)
ad-heading: LIVERPOOL & LONDON & GLOBE INSURANCE COMPANY. xyxy=(183,250,309,284)
ad-heading: THE SOUTH BRITISH FIRE AND MARINE INSURANCE COMPANY OF NEW ZEALAND. xyxy=(172,319,319,353)
column-heading: Auctions. xyxy=(12,34,167,50)
advertisement xyxy=(484,518,631,563)
ad-body: J. DRANSFIELD. xyxy=(952,1399,1004,1407)
advertisement xyxy=(484,1098,631,1152)
advertisement xyxy=(172,1428,319,1479)
ad-body: GEORGE THOMAS will sell at the Hutt Market, on Wednesday, 7th April, 1 very superior bay mare, dray, and harness. Sale at 2 o'clock. Terms at sale. xyxy=(16,194,164,236)
ad-body: This justly celebrated and delicious old mellow spirit, is the very cream of Whiskies ; in quality unrivalled, perfectly pure, and more wholesome than the finest Cognac Brandy. J. DRANSFIELD. xyxy=(952,1245,1100,1287)
ad-heading: FRIDAY, 9TH APRIL. SALE OF FIRST-CLASS FURNITURE. xyxy=(18,787,161,809)
ad-heading: NEW ZEALAND INSURANCE COMPANY. xyxy=(177,57,314,79)
ad-heading: TOMBS AND HEADSTONES MADE TO ANY DESIGN, xyxy=(493,609,623,631)
ad-heading: THIS DAY, WEDNESDAY, 7TH APRIL. xyxy=(19,171,160,193)
ad-heading: AUSTRALIAN MUTUAL PROVIDENT SOCIETY FOR MUTUAL LIFE ASSURANCE, &C. NEW ZEALAND BRANCH : xyxy=(172,653,320,698)
advertisement xyxy=(953,1537,1100,1578)
advertisement xyxy=(641,1087,788,1301)
advertisement xyxy=(328,54,475,82)
advertisement xyxy=(641,1302,788,1390)
advertisement xyxy=(484,1058,631,1098)
advertisement xyxy=(172,54,319,137)
ad-body: Rangitikei, West Coast. xyxy=(484,688,550,696)
ad-body: Red pine doors, all sizes Kauri do do Baltic pine do do Glass doors Window sashes, all sizes Timber—Rusticated Baltic deal Kauri pine Cedar Flooring Lining, &c., &c., Mouldings, Architraves, Skirtings — all sizes, or made to any pattern. Hearth stones Drain pipes Portland cement and plaster of Paris Doors and sashes made to any size on the shortest notice. N.B.—Country orders punctually attended to. GREENFIELD & STEWART. xyxy=(640,1124,788,1296)
advertisement xyxy=(484,54,631,165)
newspaper-masthead xyxy=(0,0,1114,30)
advertisement xyxy=(484,927,631,987)
ad-body: ON SALE, a magnificent consignment of Kauri Timber. Sizes varying from 32 inches wide to 6 inches. Specifications, &c., can be seen at the office of McINTYRE & CO. Wellington, April 6. xyxy=(640,1030,788,1081)
advertisement xyxy=(172,505,319,651)
ad-heading: BUSINESS NOTICES xyxy=(353,625,450,636)
advertisement xyxy=(953,1492,1100,1537)
advertisement xyxy=(953,1132,1100,1180)
advertisement xyxy=(953,54,1100,684)
advertisement xyxy=(16,1139,163,1159)
advertisement xyxy=(16,674,163,739)
